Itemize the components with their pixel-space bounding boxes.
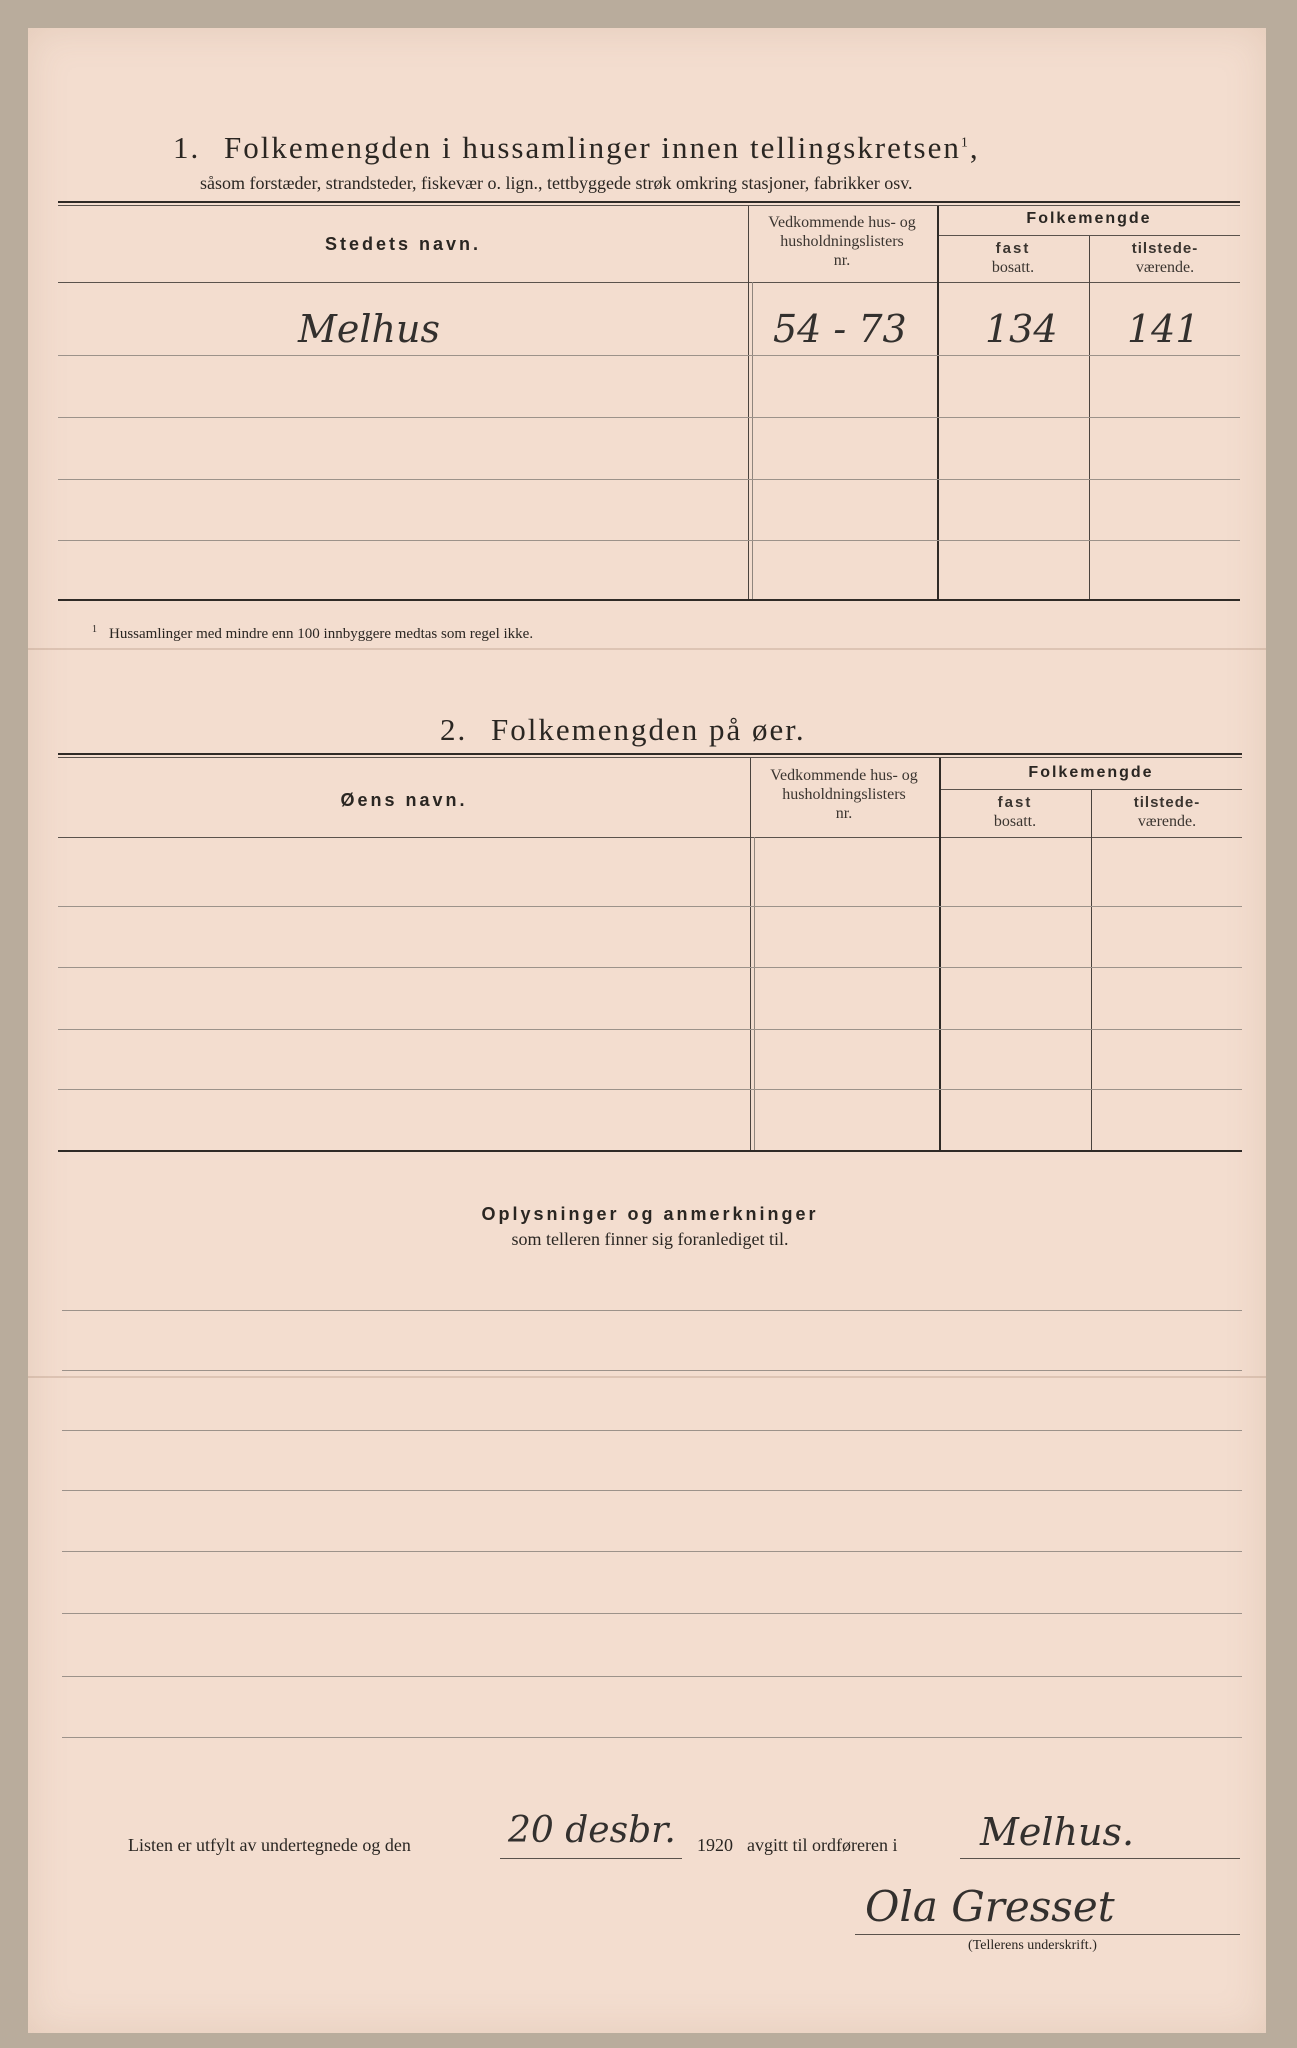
col-list-line3: nr.	[835, 805, 853, 822]
section1-comma: ,	[969, 130, 980, 165]
table2-col-divider	[939, 758, 941, 1150]
table2-col-divider	[1091, 790, 1092, 1150]
footnote-mark: 1	[92, 624, 97, 635]
section1-heading	[173, 130, 980, 166]
table2-col-name-header: Øens navn.	[340, 790, 468, 810]
place-line	[960, 1858, 1240, 1859]
table2-row-rule	[58, 1029, 1242, 1030]
table2-top-rule-inner	[58, 757, 1242, 758]
table2-col-list-header	[750, 766, 938, 823]
table1-row1-list: 54 - 73	[773, 307, 907, 351]
section2-heading	[440, 712, 806, 748]
remarks-line	[62, 1551, 1242, 1552]
census-form-page	[28, 28, 1266, 2033]
section2-title: Folkemengden på øer.	[491, 712, 806, 747]
col-fast-line1: fast	[995, 240, 1031, 257]
table2-row-rule	[58, 967, 1242, 968]
section1-number: 1.	[173, 130, 201, 165]
paper-fold	[28, 648, 1266, 650]
section1-title: Folkemengden i hussamlinger innen tellingskretsen	[224, 130, 961, 165]
signature-year: 1920	[697, 1835, 733, 1855]
table1-row1-fast: 134	[985, 307, 1058, 351]
table1-bottom-rule	[58, 599, 1240, 601]
remarks-subtitle: som telleren finner sig foranlediget til.	[511, 1229, 789, 1249]
section2-number: 2.	[440, 712, 468, 747]
signature-date: 20 desbr.	[508, 1810, 676, 1851]
remarks-line	[62, 1613, 1242, 1614]
table2-col-divider	[750, 758, 751, 1150]
table1-col-divider-inner	[752, 282, 753, 599]
table1-col-name-header: Stedets navn.	[324, 234, 482, 254]
table1-row1-til: 141	[1127, 307, 1200, 351]
col-list-line2: husholdningslisters	[780, 233, 904, 250]
col-til-line2: værende.	[1135, 259, 1195, 276]
table1-col-group-header: Folkemengde	[1026, 210, 1152, 227]
table2-header-rule	[58, 837, 1242, 838]
table1-row-rule	[58, 479, 1240, 480]
col-list-line2: husholdningslisters	[782, 786, 906, 803]
remarks-title: Oplysninger og anmerkninger	[481, 1204, 819, 1224]
remarks-line	[62, 1310, 1242, 1311]
col-fast-line2: bosatt.	[991, 259, 1035, 276]
table2-bottom-rule	[58, 1150, 1242, 1152]
table1-col-fast-header	[938, 239, 1088, 277]
col-til-line1: tilstede-	[1131, 240, 1199, 257]
signature-middle: avgitt til ordføreren i	[747, 1835, 898, 1855]
table2-top-rule	[58, 753, 1242, 755]
remarks-line	[62, 1430, 1242, 1431]
table2-row-rule	[58, 1089, 1242, 1090]
table2-col-fast-header	[940, 793, 1090, 831]
col-til-line1: tilstede-	[1133, 794, 1201, 811]
footnote-text: Hussamlinger med mindre enn 100 innbyggere medtas som regel ikke.	[109, 626, 534, 642]
table1-row1-place: Melhus	[298, 307, 440, 351]
table1-row-rule	[58, 417, 1240, 418]
remarks-line	[62, 1737, 1242, 1738]
remarks-line	[62, 1676, 1242, 1677]
table1-header-rule	[58, 282, 1240, 283]
col-fast-line2: bosatt.	[993, 813, 1037, 830]
signature-place: Melhus.	[980, 1810, 1135, 1854]
col-fast-line1: fast	[997, 794, 1033, 811]
remarks-line	[62, 1370, 1242, 1371]
section1-footnote	[92, 624, 533, 643]
table2-row-rule	[58, 906, 1242, 907]
table2-col-til-header	[1092, 793, 1242, 831]
col-list-line1: Vedkommende hus- og	[768, 214, 916, 231]
table1-row-rule	[58, 540, 1240, 541]
col-list-line1: Vedkommende hus- og	[770, 767, 918, 784]
col-list-line3: nr.	[833, 252, 851, 269]
remarks-line	[62, 1490, 1242, 1491]
signature-caption: (Tellerens underskrift.)	[968, 1938, 1097, 1953]
signature-line	[855, 1934, 1240, 1935]
paper-fold	[28, 1376, 1266, 1378]
signature-prefix: Listen er utfylt av undertegnede og den	[128, 1835, 411, 1855]
section1-subtitle: såsom forstæder, strandsteder, fiskevær o. lign., tettbyggede strøk omkring stasjoner, fabrikker osv.	[200, 173, 913, 193]
table1-col-list-header	[748, 213, 936, 270]
section1-footnote-mark: 1	[960, 135, 970, 151]
table1-top-rule	[58, 201, 1240, 203]
table1-row-rule	[58, 355, 1240, 356]
table1-top-rule-inner	[58, 205, 1240, 206]
table1-col-til-header	[1090, 239, 1240, 277]
date-line	[500, 1858, 682, 1859]
table2-col-divider-inner	[754, 837, 755, 1150]
teller-signature: Ola Gresset	[865, 1882, 1115, 1931]
col-til-line2: værende.	[1137, 813, 1197, 830]
table2-col-group-header: Folkemengde	[1028, 764, 1154, 781]
